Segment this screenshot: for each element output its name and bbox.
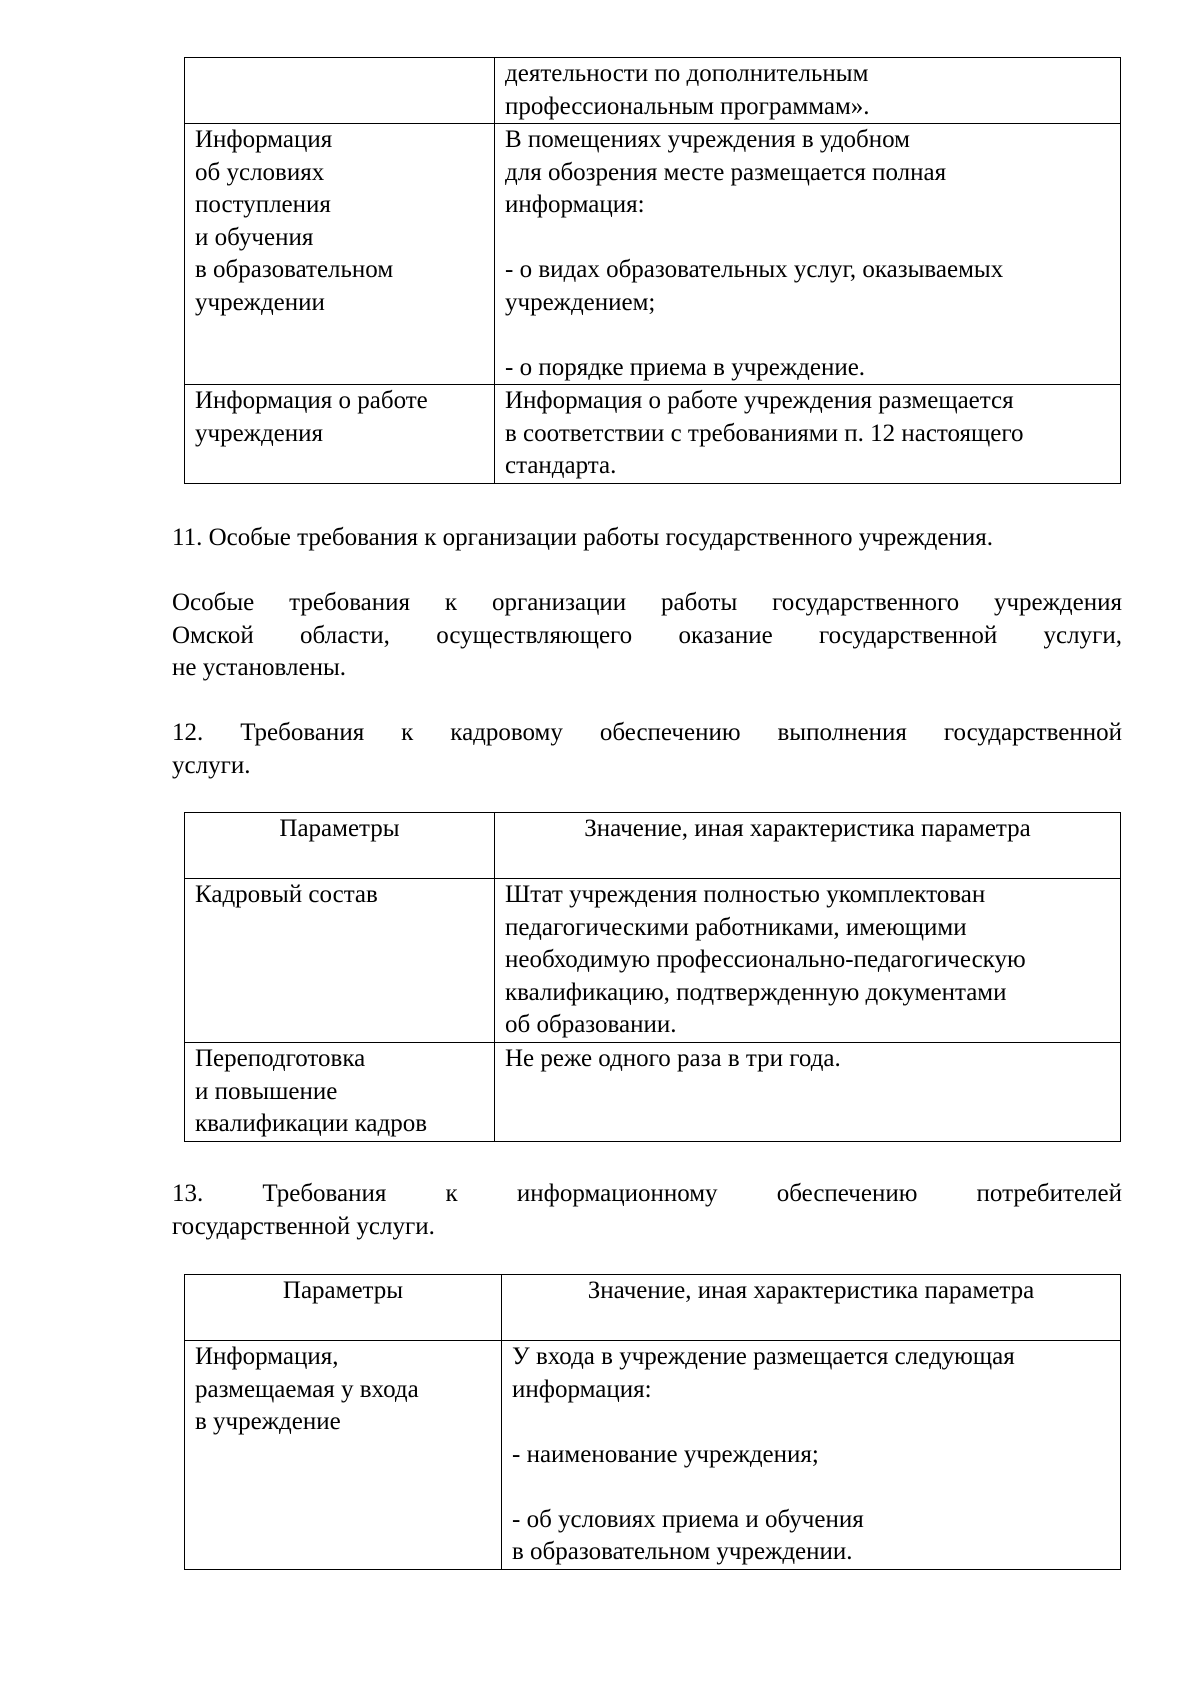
cell-text-line: Переподготовка bbox=[195, 1045, 366, 1072]
parameter-cell bbox=[185, 879, 495, 1043]
cell-text-line: - наименование учреждения; bbox=[512, 1440, 819, 1468]
value-cell bbox=[495, 879, 1121, 1043]
parameter-cell bbox=[185, 58, 495, 124]
cell-text-line: Информация о работе bbox=[195, 387, 428, 414]
cell-text-line bbox=[505, 222, 1110, 255]
cell-text-line: Штат учреждения полностью укомплектован bbox=[505, 881, 986, 908]
cell-text-line: в соответствии с требованиями п. 12 настоящего bbox=[505, 419, 1024, 447]
cell-text-line: Информация, bbox=[195, 1343, 339, 1370]
cell-text-line: Информация о работе учреждения размещается bbox=[505, 387, 1014, 414]
cell-text-line: В помещениях учреждения в удобном bbox=[505, 126, 911, 153]
cell-text-line bbox=[512, 1471, 1110, 1504]
cell-text-line: и повышение bbox=[195, 1077, 338, 1105]
parameter-cell bbox=[185, 1341, 502, 1570]
table-row bbox=[185, 385, 1121, 484]
header-label: Значение, иная характеристика параметра bbox=[584, 815, 1031, 842]
cell-text-line: об условиях bbox=[195, 158, 325, 186]
table-row bbox=[185, 1341, 1121, 1570]
cell-text-line: - о порядке приема в учреждение. bbox=[505, 353, 866, 381]
value-cell bbox=[495, 1043, 1121, 1142]
cell-text-line bbox=[505, 319, 1110, 352]
cell-text-line: размещаемая у входа bbox=[195, 1375, 419, 1403]
header-label: Значение, иная характеристика параметра bbox=[587, 1277, 1035, 1304]
staffing-table bbox=[184, 812, 1121, 1142]
header-parameters bbox=[185, 813, 495, 879]
header-label: Параметры bbox=[282, 1277, 404, 1304]
cell-text-line: и обучения bbox=[195, 223, 314, 251]
table-row bbox=[185, 124, 1121, 385]
consumer-info-table bbox=[184, 1274, 1121, 1570]
cell-text-line: профессиональным программам». bbox=[505, 92, 870, 120]
value-cell bbox=[502, 1341, 1121, 1570]
cell-text-line: учреждении bbox=[195, 288, 325, 316]
cell-text-line bbox=[512, 1406, 1110, 1439]
cell-text-line: учреждением; bbox=[505, 288, 656, 316]
parameter-cell bbox=[185, 385, 495, 484]
cell-text-line: квалификацию, подтвержденную документами bbox=[505, 978, 1007, 1006]
cell-text-line: информация: bbox=[512, 1375, 652, 1403]
table-row bbox=[185, 58, 1121, 124]
cell-text-line: - о видах образовательных услуг, оказываемых bbox=[505, 256, 1004, 283]
section-13-heading: 13. Требования к информационному обеспечению потребителей государственной услуги. bbox=[172, 1180, 1122, 1240]
info-table bbox=[184, 57, 1121, 484]
cell-text-line: в образовательном bbox=[195, 256, 394, 283]
cell-text-line: в учреждение bbox=[195, 1408, 341, 1435]
table-header-row bbox=[185, 1275, 1121, 1341]
cell-text-line: Информация bbox=[195, 126, 333, 153]
cell-text-line: - об условиях приема и обучения bbox=[512, 1505, 864, 1533]
section-12-heading: 12. Требования к кадровому обеспечению выполнения государственной услуги. bbox=[172, 719, 1122, 779]
cell-text-line: необходимую профессионально-педагогическую bbox=[505, 946, 1026, 973]
cell-text-line: деятельности по дополнительным bbox=[505, 60, 869, 87]
cell-text-line: в образовательном учреждении. bbox=[512, 1538, 853, 1565]
header-parameters bbox=[185, 1275, 502, 1341]
header-label: Параметры bbox=[279, 815, 400, 842]
cell-text-line: поступления bbox=[195, 191, 331, 218]
header-value bbox=[495, 813, 1121, 879]
table-row bbox=[185, 879, 1121, 1043]
cell-text-line: для обозрения месте размещается полная bbox=[505, 158, 947, 186]
cell-text-line: стандарта. bbox=[505, 452, 617, 479]
cell-text-line: Не реже одного раза в три года. bbox=[505, 1045, 841, 1072]
cell-text-line: У входа в учреждение размещается следующая bbox=[512, 1343, 1015, 1370]
value-cell bbox=[495, 124, 1121, 385]
table-row bbox=[185, 1043, 1121, 1142]
parameter-cell bbox=[185, 1043, 495, 1142]
cell-text-line: информация: bbox=[505, 191, 645, 218]
cell-text-line: учреждения bbox=[195, 419, 324, 447]
section-11-body: Особые требования к организации работы государственного учреждения Омской области, осуществляющего оказание государственной услуги, не установлены. bbox=[172, 589, 1122, 681]
cell-text-line: об образовании. bbox=[505, 1011, 677, 1038]
table-header-row bbox=[185, 813, 1121, 879]
value-cell bbox=[495, 58, 1121, 124]
cell-text-line: педагогическими работниками, имеющими bbox=[505, 913, 967, 941]
parameter-cell bbox=[185, 124, 495, 385]
header-value bbox=[502, 1275, 1121, 1341]
value-cell bbox=[495, 385, 1121, 484]
section-11-heading: 11. Особые требования к организации работы государственного учреждения. bbox=[172, 524, 993, 551]
cell-text-line: квалификации кадров bbox=[195, 1110, 428, 1137]
cell-text-line: Кадровый состав bbox=[195, 881, 378, 908]
